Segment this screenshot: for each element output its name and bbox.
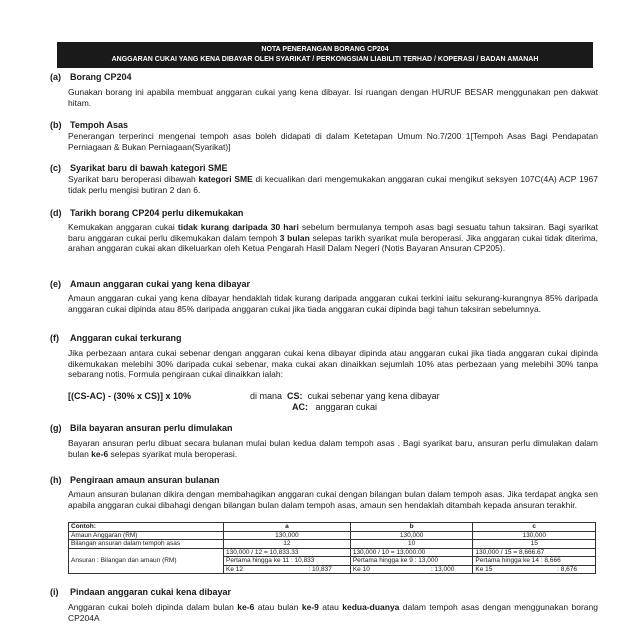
header-title: NOTA PENERANGAN BORANG CP204 (261, 46, 389, 53)
section-text: Amaun anggaran cukai yang kena dibayar hendaklah tidak kurang daripada anggaran cukai terkini iaitu sekurang-kurangnya 85% daripada anggaran cukai dipinda atau 85% daripada anggaran cukai jika tiada anggaran cukai dipinda bagi tahun taksiran sebelumnya. (68, 293, 598, 314)
document-header (57, 42, 593, 68)
section-letter: (a) (50, 72, 61, 82)
section-text: Syarikat baru beroperasi dibawah kategori SME di kecualikan dari mengemukakan anggaran cukai mengikut seksyen 107C(4A) ACP 1967 tidak perlu mengisi butiran 2 dan 6. (68, 174, 598, 195)
section-d (50, 208, 598, 254)
section-letter: (d) (50, 208, 62, 218)
header-subtitle: ANGGARAN CUKAI YANG KENA DIBAYAR OLEH SYARIKAT / PERKONGSIAN LIABILITI TERHAD / KOPERASI / BADAN AMANAH (111, 56, 539, 63)
section-text: Anggaran cukai boleh dipinda dalam bulan ke-6 atau bulan ke-9 atau kedua-duanya dalam tempoh asas dengan menggunakan borang CP204A (68, 602, 598, 623)
section-text: Bayaran ansuran perlu dibuat secara bulanan mulai bulan kedua dalam tempoh asas . Bagi syarikat baru, ansuran perlu dimulakan dalam bulan ke-6 selepas syarikat mula beroperasi. (68, 438, 598, 459)
section-c (50, 163, 598, 195)
section-title: Pengiraan amaun ansuran bulanan (70, 475, 220, 485)
section-f (50, 333, 598, 380)
section-title: Syarikat baru di bawah kategori SME (70, 163, 228, 173)
section-text: Gunakan borang ini apabila membuat anggaran cukai yang kena dibayar. Isi ruangan dengan HURUF BESAR menggunakan pen dakwat hitam. (68, 87, 598, 108)
section-title: Pindaan anggaran cukai kena dibayar (70, 587, 232, 597)
section-e (50, 279, 598, 314)
table-row: Ansuran : Bilangan dan amaun (RM) 130,000 / 12 = 10,833.33 Pertama hingga ke 11 : 10,833 Ke 12 : 10,837 130,000 / 10 = 13,000.00 Pertama hingga ke 9 : 13,000 Ke 10 : 13,000 130,000 / 15 = 8,666.67 Pertama hingga ke 14 : 8,666 Ke 15 : 8,676 (69, 548, 596, 574)
table-row: Bilangan ansuran dalam tempoh asas 12 10 15 (69, 540, 596, 549)
section-title: Tarikh borang CP204 perlu dikemukakan (70, 208, 244, 218)
section-letter: (f) (50, 333, 59, 343)
section-title: Tempoh Asas (70, 120, 129, 130)
section-text: Jika perbezaan antara cukai sebenar dengan anggaran cukai kena dibayar dipinda atau anggaran cukai jika tiada anggaran cukai dipinda dikemukakan melebihi 30% daripada cukai sebenar, maka cukai akan dinaikkan sejumlah 10% atas perbezaan yang melebihi 30% tanpa sebarang notis. Formula pengiraan cukai dinaikkan ialah: (68, 348, 598, 379)
section-text: Kemukakan anggaran cukai tidak kurang daripada 30 hari sebelum bermulanya tempoh asas bagi sesuatu tahun taksiran. Bagi syarikat baru anggaran cukai perlu dikemukakan dalam tempoh 3 bulan selepas tarikh syarikat mula beroperasi. Jika anggaran cukai tidak diterima, arahan anggaran cukai akan dikeluarkan oleh Ketua Pengarah Hasil Dalam Negeri (Notis Bayaran Ansuran CP205). (68, 222, 598, 253)
section-text: Penerangan terperinci mengenai tempoh asas boleh didapati di dalam Ketetapan Umum No.7/200 1[Tempoh Asas Bagi Pendapatan Perniagaan & Bukan Perniagaan(Syarikat)] (68, 131, 598, 152)
formula-legend: di mana CS: cukai sebenar yang kena dibayar (250, 391, 440, 401)
formula-legend-ac: AC: anggaran cukai (292, 402, 378, 412)
tax-formula (68, 391, 191, 402)
table-row: Amaun Anggaran (RM) 130,000 130,000 130,000 (69, 531, 596, 540)
section-title: Amaun anggaran cukai yang kena dibayar (70, 279, 251, 289)
section-letter: (i) (50, 587, 59, 597)
formula-expression: [(CS-AC) - (30% x CS)] x 10% (68, 391, 192, 401)
section-title: Borang CP204 (70, 72, 132, 82)
section-b (50, 120, 598, 152)
section-title: Anggaran cukai terkurang (70, 333, 182, 343)
section-a (50, 72, 598, 108)
example-table (68, 522, 596, 574)
section-text: Amaun ansuran bulanan dikira dengan membahagikan anggaran cukai dengan bilangan bulan dalam tempoh asas. Jika terdapat angka sen apabila anggaran cukai dibahagi dengan bilangan bulan dalam tempoh asas, amaun sen hendaklah ditambah kepada ansuran terakhir. (68, 489, 598, 510)
section-title: Bila bayaran ansuran perlu dimulakan (70, 423, 233, 433)
section-g (50, 423, 598, 459)
table-header-row: Contoh: a b c (69, 523, 596, 532)
section-letter: (g) (50, 423, 62, 433)
section-h (50, 475, 598, 510)
section-letter: (e) (50, 279, 61, 289)
section-i (50, 587, 598, 623)
section-letter: (b) (50, 120, 62, 130)
section-letter: (h) (50, 475, 62, 485)
section-letter: (c) (50, 163, 61, 173)
